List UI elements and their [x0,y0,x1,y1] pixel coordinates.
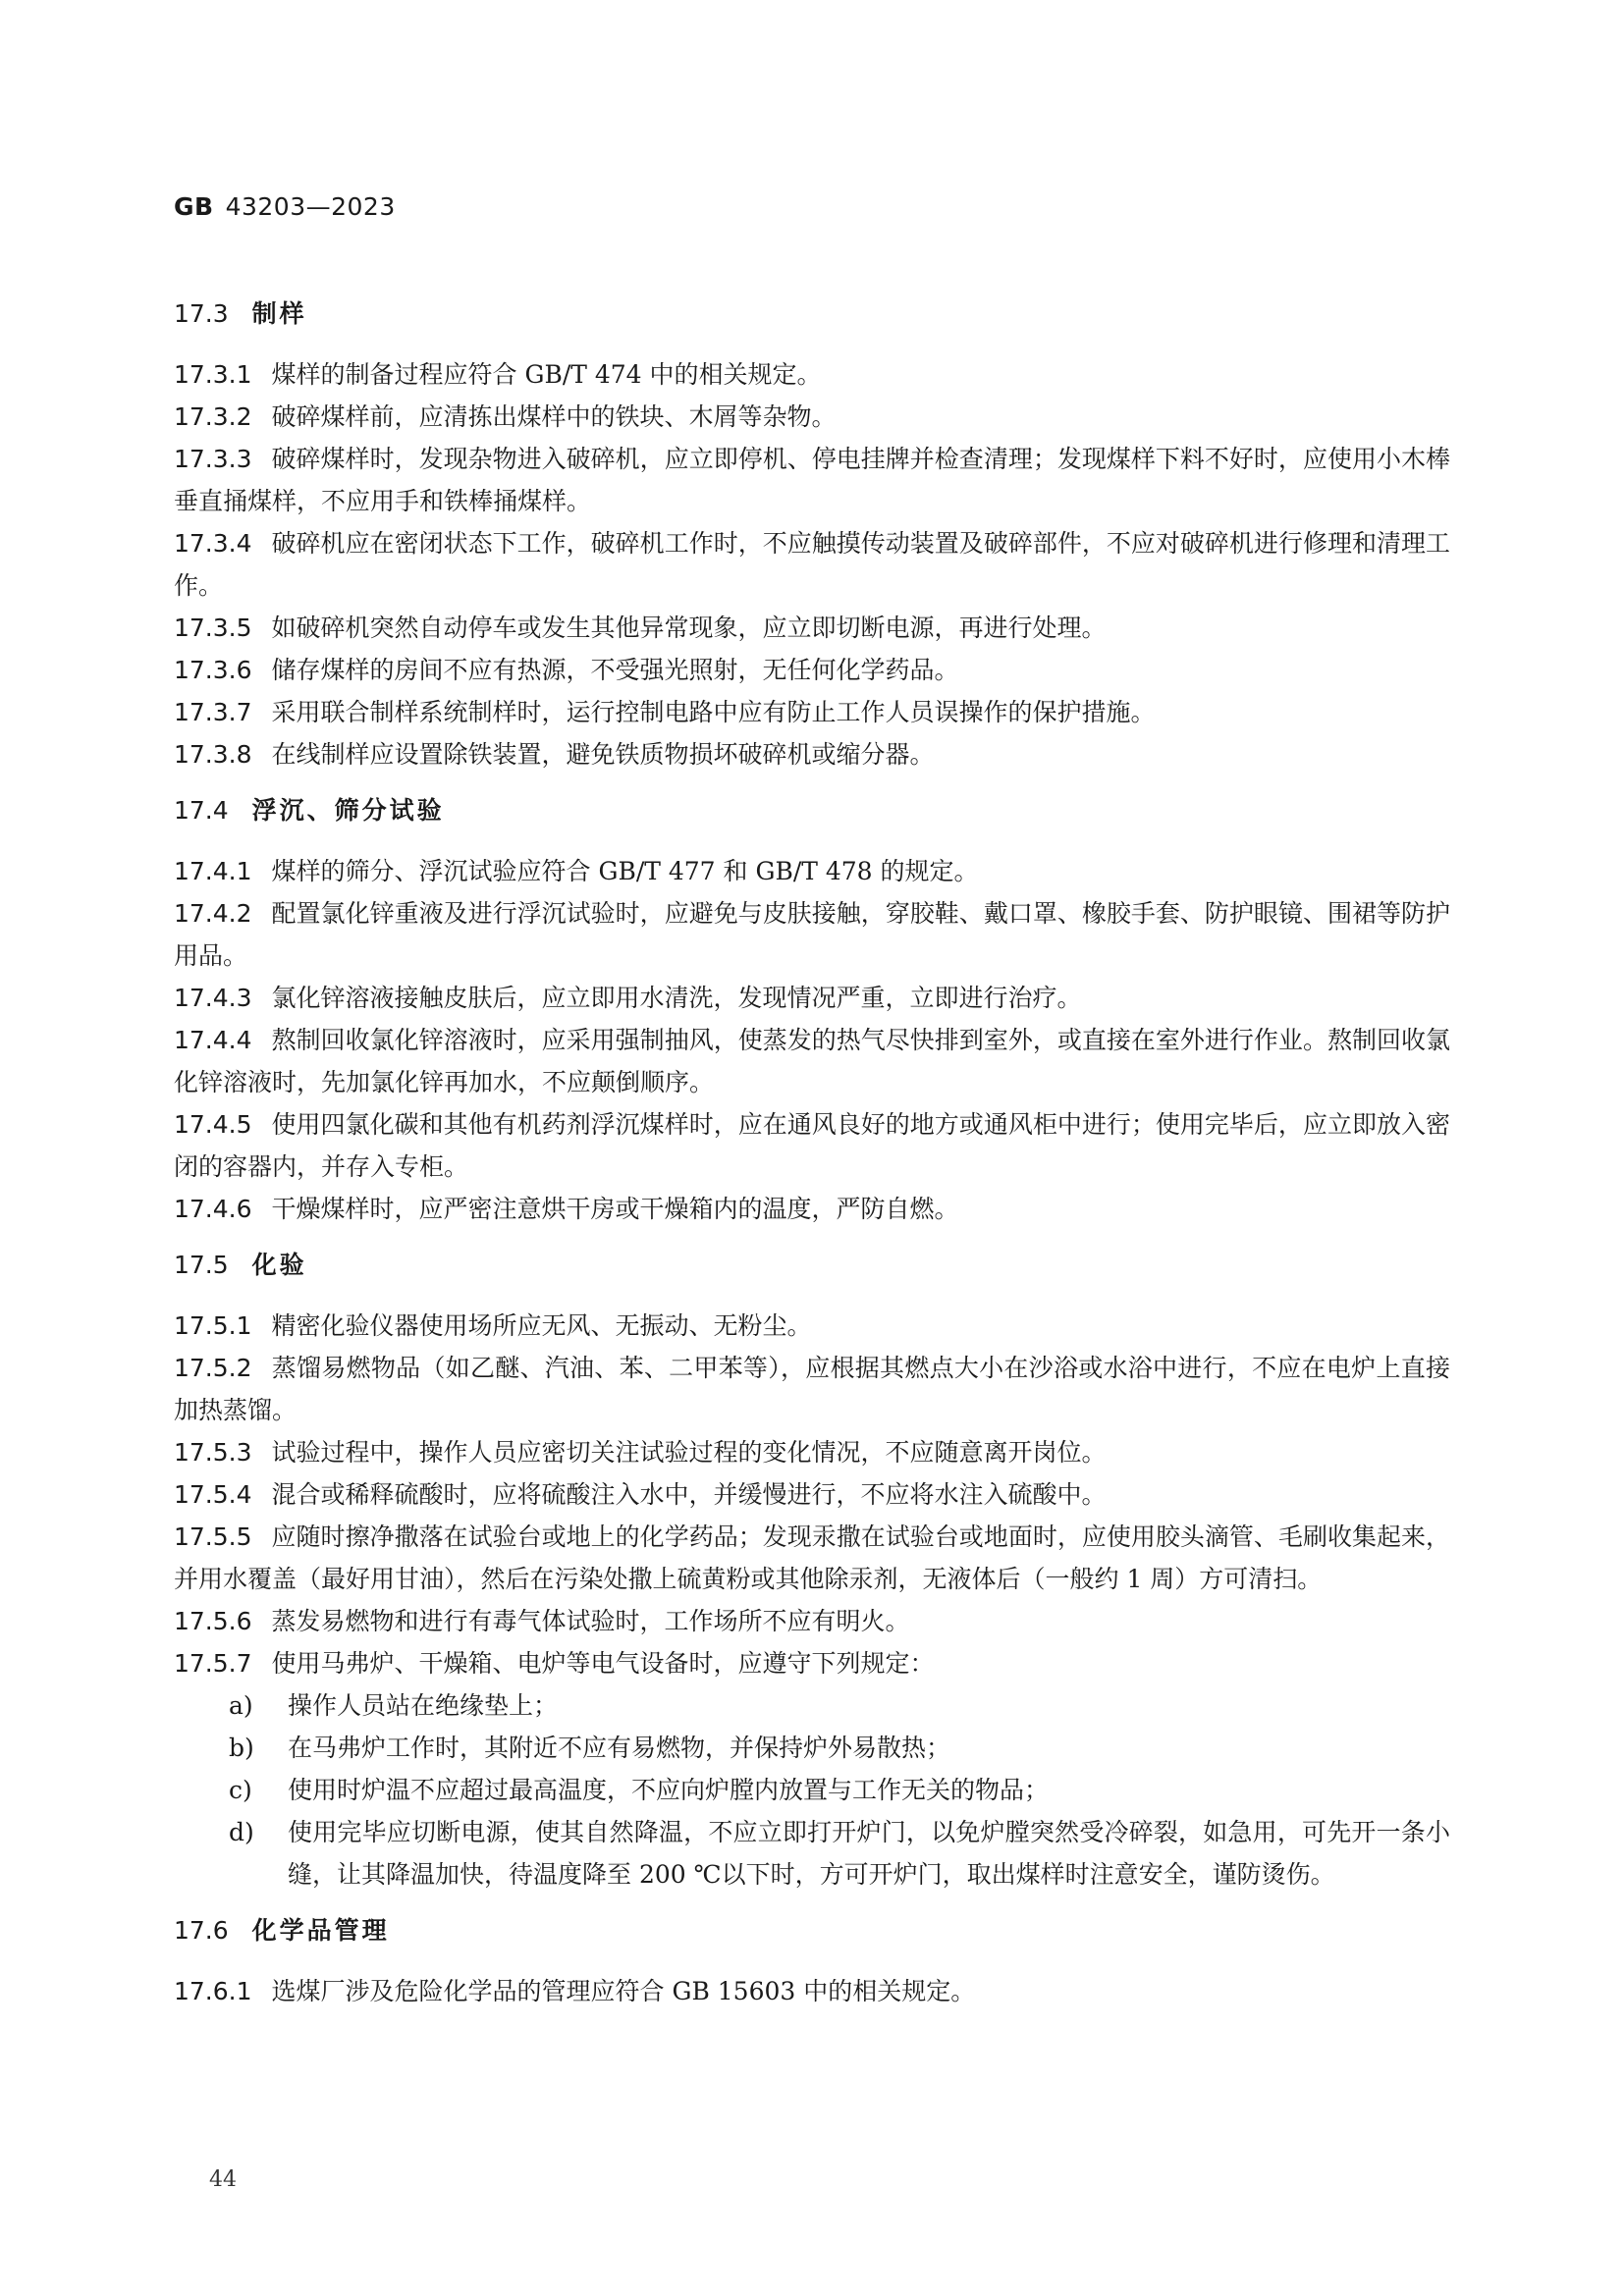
clause-number: 17.3.5 [174,614,252,642]
section-heading [174,789,1450,832]
clause-text: 应随时擦净撒落在试验台或地上的化学药品；发现汞撒在试验台或地面时，应使用胶头滴管、毛刷收集起来，并用水覆盖（最好用甘油），然后在污染处撒上硫黄粉或其他除汞剂，无液体后（一般约 1 周）方可清扫。 [174,1522,1450,1593]
clause [174,1473,1450,1516]
clause-text: 使用四氯化碳和其他有机药剂浮沉煤样时，应在通风良好的地方或通风柜中进行；使用完毕后，应立即放入密闭的容器内，并存入专柜。 [174,1110,1450,1181]
clause-text: 储存煤样的房间不应有热源，不受强光照射，无任何化学药品。 [271,656,959,684]
clause [174,353,1450,396]
clause-text: 煤样的筛分、浮沉试验应符合 GB/T 477 和 GB/T 478 的规定。 [271,857,979,885]
document-header [174,192,396,221]
clause-number: 17.5.7 [174,1649,252,1678]
clause-number: 17.5.4 [174,1480,252,1509]
list-item-label: d) [229,1818,254,1846]
section-number: 17.3 [174,299,229,328]
section-title: 浮沉、筛分试验 [251,796,445,825]
clause [174,1516,1450,1600]
section-title: 化学品管理 [251,1916,390,1945]
clause-number: 17.3.2 [174,402,252,431]
clause-number: 17.4.2 [174,899,252,928]
clause-text: 蒸发易燃物和进行有毒气体试验时，工作场所不应有明火。 [271,1607,910,1635]
clause [174,892,1450,977]
document-body [174,287,1450,2012]
clause-text: 使用马弗炉、干燥箱、电炉等电气设备时，应遵守下列规定： [271,1649,935,1678]
clause-text: 如破碎机突然自动停车或发生其他异常现象，应立即切断电源，再进行处理。 [271,614,1107,642]
list-item-label: c) [229,1776,252,1804]
clause-text: 配置氯化锌重液及进行浮沉试验时，应避免与皮肤接触，穿胶鞋、戴口罩、橡胶手套、防护眼镜、围裙等防护用品。 [174,899,1450,970]
list-item-text: 使用完毕应切断电源，使其自然降温，不应立即打开炉门，以免炉膛突然受冷碎裂，如急用，可先开一条小缝，让其降温加快，待温度降至 200 ℃以下时，方可开炉门，取出煤样时注意安全，谨防烫伤。 [288,1818,1450,1889]
page-number: 44 [209,2167,237,2192]
standard-code: GB [174,192,214,221]
clause-text: 试验过程中，操作人员应密切关注试验过程的变化情况，不应随意离开岗位。 [271,1438,1107,1467]
list-item [174,1727,1450,1769]
clause-text: 破碎煤样前，应清拣出煤样中的铁块、木屑等杂物。 [271,402,837,431]
clause-text: 选煤厂涉及危险化学品的管理应符合 GB 15603 中的相关规定。 [271,1977,976,2005]
clause [174,1970,1450,2012]
section-heading [174,293,1450,336]
list-item [174,1684,1450,1727]
section-title: 化验 [251,1251,307,1279]
clause-text: 采用联合制样系统制样时，运行控制电路中应有防止工作人员误操作的保护措施。 [271,698,1156,726]
clause-number: 17.5.2 [174,1354,252,1382]
clause-number: 17.5.3 [174,1438,252,1467]
clause [174,1642,1450,1684]
clause [174,1431,1450,1473]
clause [174,1188,1450,1230]
clause-text: 破碎机应在密闭状态下工作，破碎机工作时，不应触摸传动装置及破碎部件，不应对破碎机进行修理和清理工作。 [174,529,1450,600]
clause-number: 17.5.6 [174,1607,252,1635]
clause-number: 17.5.1 [174,1311,252,1340]
clause-text: 干燥煤样时，应严密注意烘干房或干燥箱内的温度，严防自燃。 [271,1195,959,1223]
list-item-label: b) [229,1734,254,1762]
section-number: 17.4 [174,796,229,825]
clause-number: 17.6.1 [174,1977,252,2005]
clause-number: 17.3.7 [174,698,252,726]
clause-number: 17.3.3 [174,445,252,473]
clause [174,522,1450,607]
clause [174,733,1450,775]
clause [174,850,1450,892]
list-item [174,1769,1450,1811]
clause-number: 17.4.5 [174,1110,252,1139]
clause-number: 17.3.4 [174,529,252,558]
clause-text: 蒸馏易燃物品（如乙醚、汽油、苯、二甲苯等），应根据其燃点大小在沙浴或水浴中进行，不应在电炉上直接加热蒸馏。 [174,1354,1450,1424]
clause-number: 17.4.1 [174,857,252,885]
clause-text: 破碎煤样时，发现杂物进入破碎机，应立即停机、停电挂牌并检查清理；发现煤样下料不好时，应使用小木棒垂直捅煤样，不应用手和铁棒捅煤样。 [174,445,1450,515]
clause-text: 煤样的制备过程应符合 GB/T 474 中的相关规定。 [271,360,822,389]
section-number: 17.6 [174,1916,229,1945]
clause-number: 17.3.6 [174,656,252,684]
clause-number: 17.3.8 [174,740,252,769]
clause [174,1019,1450,1103]
standard-number: 43203—2023 [225,192,396,221]
clause-text: 精密化验仪器使用场所应无风、无振动、无粉尘。 [271,1311,812,1340]
clause-number: 17.3.1 [174,360,252,389]
clause [174,691,1450,733]
clause-text: 熬制回收氯化锌溶液时，应采用强制抽风，使蒸发的热气尽快排到室外，或直接在室外进行作业。熬制回收氯化锌溶液时，先加氯化锌再加水，不应颠倒顺序。 [174,1026,1450,1096]
clause [174,438,1450,522]
clause [174,649,1450,691]
clause-text: 在线制样应设置除铁装置，避免铁质物损坏破碎机或缩分器。 [271,740,935,769]
clause-number: 17.4.3 [174,984,252,1012]
section-heading [174,1909,1450,1952]
clause [174,607,1450,649]
clause-number: 17.4.6 [174,1195,252,1223]
clause [174,977,1450,1019]
section-title: 制样 [251,299,307,328]
clause-text: 氯化锌溶液接触皮肤后，应立即用水清洗，发现情况严重，立即进行治疗。 [271,984,1082,1012]
list-item [174,1811,1450,1896]
clause [174,1305,1450,1347]
list-item-text: 操作人员站在绝缘垫上； [288,1691,559,1720]
clause [174,396,1450,438]
section-number: 17.5 [174,1251,229,1279]
clause-number: 17.5.5 [174,1522,252,1551]
clause-text: 混合或稀释硫酸时，应将硫酸注入水中，并缓慢进行，不应将水注入硫酸中。 [271,1480,1107,1509]
clause [174,1347,1450,1431]
list-item-label: a) [229,1691,253,1720]
clause-number: 17.4.4 [174,1026,252,1054]
clause [174,1103,1450,1188]
clause [174,1600,1450,1642]
section-heading [174,1244,1450,1287]
list-item-text: 在马弗炉工作时，其附近不应有易燃物，并保持炉外易散热； [288,1734,951,1762]
list-item-text: 使用时炉温不应超过最高温度，不应向炉膛内放置与工作无关的物品； [288,1776,1050,1804]
